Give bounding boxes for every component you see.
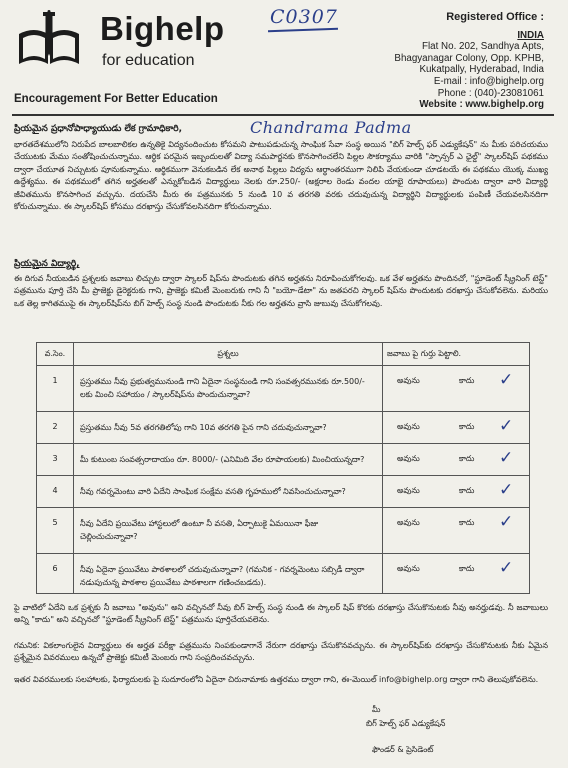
- row-answer: [383, 508, 530, 554]
- handwritten-tick-icon: ✓: [499, 448, 514, 468]
- brand-subtitle: for education: [102, 52, 195, 69]
- row-question: మీ కుటుంబ సంవత్సరాదాయం రూ. 8000/- (ఎనిమిది వేల రూపాయలకు) మించియున్నదా?: [74, 444, 383, 476]
- office-email: E-mail : info@bighelp.org: [433, 75, 544, 87]
- row-number: 5: [37, 508, 74, 554]
- office-website: Website : www.bighelp.org: [419, 99, 544, 111]
- row-number: 2: [37, 412, 74, 444]
- row-number: 6: [37, 554, 74, 594]
- answer-no-option[interactable]: కాదు: [459, 454, 475, 463]
- handwritten-tick-icon: ✓: [499, 370, 514, 390]
- answer-yes-option[interactable]: అవును: [397, 454, 420, 463]
- paragraph-contact: ఇతర వివరములకు సలహాలకు, ఫిర్యాదులకు పై సుదూరంలోని ఏదైనా చిరునామాకు ఉత్తరము ద్వారా గాని, ఈ-మెయిల్ info@bighelp.org ద్వారా గాని తెలుపుకోవలెను.: [14, 675, 539, 684]
- row-question: నీవు ఏదేని ప్రయివేటు హాస్టలులో ఉంటూ నీ వసతి, ఏర్పాటుకై ఏమయినా ఫీజు చెల్లించుచున్నావా?: [74, 508, 383, 554]
- row-number: 3: [37, 444, 74, 476]
- office-phone: Phone : (040)-23081061: [437, 87, 544, 99]
- office-title: Registered Office :: [446, 11, 544, 23]
- answer-no-option[interactable]: కాదు: [459, 518, 475, 527]
- row-number: 1: [37, 366, 74, 412]
- header-questions: ప్రశ్నలు: [74, 343, 383, 366]
- row-answer: [383, 444, 530, 476]
- sign-closing: మీ: [372, 705, 381, 714]
- row-question: ప్రస్తుతము నీవు 5వ తరగతిలోపు గాని 10వ తరగతి పైన గాని చదువుచున్నావా?: [74, 412, 383, 444]
- paragraph-disabled-note: గమనిక: వికలాంగులైన విద్యార్థులు ఈ అర్హత పరీక్షా పత్రమును నింపకుండాగానే నేరుగా దరఖాస్తు చేసుకొనవచ్చును. ఈ స్కాలర్‌షిప్‌కు దరఖాస్తు చేసుకొనుటకు నీకు ఏమైన ప్రశ్నేమైన వివరములు ఉన్నచో ప్రాజెక్టు కమిటీ మెంబరు గాని సంప్రదించవచ్చును.: [14, 641, 548, 663]
- answer-no-option[interactable]: కాదు: [459, 422, 475, 431]
- table-row: [37, 508, 530, 554]
- handwritten-tick-icon: ✓: [499, 416, 514, 436]
- office-address-line3: Kukatpally, Hyderabad, India: [419, 64, 544, 76]
- row-question: నీవు ఏదైనా ప్రయివేటు పాఠశాలలో చదువుచున్నావా? (గమనిక - గవర్నమెంటు సబ్సిడీ ద్వారా నడుపుచున్న పాఠశాల ప్రయివేటు పాఠశాలగా గణించబడదు).: [74, 554, 383, 594]
- student-salutation: ప్రియమైన విద్యార్థి,: [14, 259, 80, 269]
- handwritten-code: C0307: [270, 6, 338, 28]
- row-answer: [383, 554, 530, 594]
- brand-name: Bighelp: [100, 10, 225, 47]
- answer-yes-option[interactable]: అవును: [397, 422, 420, 431]
- row-number: 4: [37, 476, 74, 508]
- answer-no-option[interactable]: కాదు: [459, 564, 475, 573]
- paragraph-student: ఈ దిగువ నీయబడిన ప్రశ్నలకు జవాబు లిచ్చుట ద్వారా స్కాలర్ షిప్‌ను పొందుటకు తగిన అర్హతను నిరూపించుకోగలవు. ఒక వేళ అర్హతను పొందినచో, "స్టూడెంట్ స్క్రీనింగ్ టెస్ట్" పత్రమును పూర్తి చేసి మీ ప్రాజెక్టు డైరెక్టరుకు గాని, ప్రాజెక్టు కమిటీ మెంబరుకు గాని నీ "బయో-డేటా" ను జతపరచి స్కాలర్ షిప్‌ను పొందుటకు దరఖాస్తు చేసుకోవలెను. మరియు ఒక తెల్ల కాగితముపై ఈ స్కాలర్‌షిప్‌ను బిగ్ హెల్ప్ సంస్థ నుండి పొందుటకు నీకు గల అర్హతను వ్రాసి జుబువు చేసుకోగలవు.: [14, 274, 548, 308]
- answer-no-option[interactable]: కాదు: [459, 376, 475, 385]
- answer-yes-option[interactable]: అవును: [397, 564, 420, 573]
- paragraph-intro: భారతదేశములోని నిరుపేద బాలబాలికల ఉన్నతికై విద్యనందించుట కోసమని పాటుపడుచున్న సాంఘిక సేవా సంస్థ అయిన "బిగ్ హెల్ప్ ఫర్ ఎడ్యుకేషన్" ను మీకు పరిచయము చేయుటకు మేము సంతోషించుచున్నాము. ఆర్థిక పరమైన ఇబ్బందులతో విద్యా సమపార్జనకు కొనసాగించలేని పిల్లల సౌకర్యాము వారికి "స్పాన్సర్ ఎ ఛైల్డ్" స్కాలర్‌షిప్ పథకము ద్వారా చేయూత నిచ్చుటకు పూనుకున్నాము. ఆర్థికముగా వెనుకబడిన లేక అనాథ పిల్లలు విద్యను ఆర్థాంతరముగా నిలిపి వేయకుండా చూడటయే ఈ పథకము యొక్క ముఖ్య ఉద్దేశ్యము. ఈ పథకములో తగిన అర్హతలతో ఎన్నుకోబడిన విద్యార్థులు నెలకు రూ.250/- (అక్షరాల రెండు వందల యాభై రూపాయలు) పొందుట ద్వారా వారి విద్యార్థి జీవితమును కొనసాగించ వచ్చును. దయచేసి మీరు ఈ పత్రమునకు 5 నుండి 10 వ తరగతి వరకు చదువుచున్న విద్యార్థిని విద్యార్థులకు పంపిణీ చేయవలసినదిగా కోరుచున్నాము. ఈ స్కాలర్‌షిప్ కోసము దరఖాస్తు చేసుకోవలసినదిగా కోరుచున్నాము.: [14, 140, 548, 212]
- table-row: [37, 444, 530, 476]
- handwritten-tick-icon: ✓: [499, 558, 514, 578]
- table-header-row: [37, 343, 530, 366]
- paragraph-eligibility-note: పై వాటిలో ఏదేని ఒక ప్రశ్నకు నీ జవాబు "అవును" అని వచ్చినచో నీవు బిగ్ హెల్ప్ సంస్థ నుండి ఈ స్కాలర్ షిప్ కొరకు దరఖాస్తు చేసుకొనుటకు నీవు అనర్హుడవు. నీ జవాబులు అన్ని "కాదు" అని వచ్చినచో "స్టూడెంట్ స్క్రీనింగ్ టెస్ట్" పత్రమును పూర్తిచేయవలెను.: [14, 603, 548, 625]
- handwritten-tick-icon: ✓: [499, 480, 514, 500]
- table-row: [37, 366, 530, 412]
- office-address-line2: Bhagyanagar Colony, Opp. KPHB,: [394, 52, 544, 64]
- salutation: ప్రియమైన ప్రధానోపాధ్యాయుడు లేక గ్రామాధికారి,: [14, 124, 183, 134]
- table-row: [37, 554, 530, 594]
- row-answer: [383, 476, 530, 508]
- handwritten-name: Chandrama Padma: [250, 118, 412, 137]
- handwritten-tick-icon: ✓: [499, 512, 514, 532]
- answer-yes-option[interactable]: అవును: [397, 518, 420, 527]
- row-question: ప్రస్తుతము నీవు ప్రభుత్వమునుండి గాని ఏదైనా సంస్థనుండి గాని సంవత్సరమునకు రూ.500/- లకు మించి సహాయం / స్కాలర్‌షిప్‌ను పొందుచున్నావా?: [74, 366, 383, 412]
- table-row: [37, 476, 530, 508]
- row-question: నీవు గవర్నమెంటు వారి ఏదేని సాంఘిక సంక్షేమ వసతి గృహములో నివసించుచున్నావా?: [74, 476, 383, 508]
- office-address-line1: Flat No. 202, Sandhya Apts,: [422, 41, 544, 53]
- tagline: Encouragement For Better Education: [14, 93, 218, 105]
- sign-title: ఫౌండర్ & ప్రెసిడెంట్: [372, 745, 434, 754]
- answer-yes-option[interactable]: అవును: [397, 486, 420, 495]
- row-answer: [383, 366, 530, 412]
- answer-yes-option[interactable]: అవును: [397, 376, 420, 385]
- header-answer: జవాబు పై గుర్తు పెట్టాలి.: [383, 343, 530, 366]
- handwritten-underline: [268, 28, 338, 32]
- bighelp-logo-icon: [14, 10, 84, 70]
- eligibility-table: [36, 342, 530, 594]
- office-country: INDIA: [517, 29, 544, 41]
- header-divider: [12, 114, 554, 116]
- answer-no-option[interactable]: కాదు: [459, 486, 475, 495]
- header-serial: వ.సెం.: [37, 343, 74, 366]
- sign-organization: బిగ్ హెల్ప్ ఫర్ ఎడ్యుకేషన్: [366, 719, 446, 728]
- table-row: [37, 412, 530, 444]
- registered-office-block: [394, 12, 544, 111]
- row-answer: [383, 412, 530, 444]
